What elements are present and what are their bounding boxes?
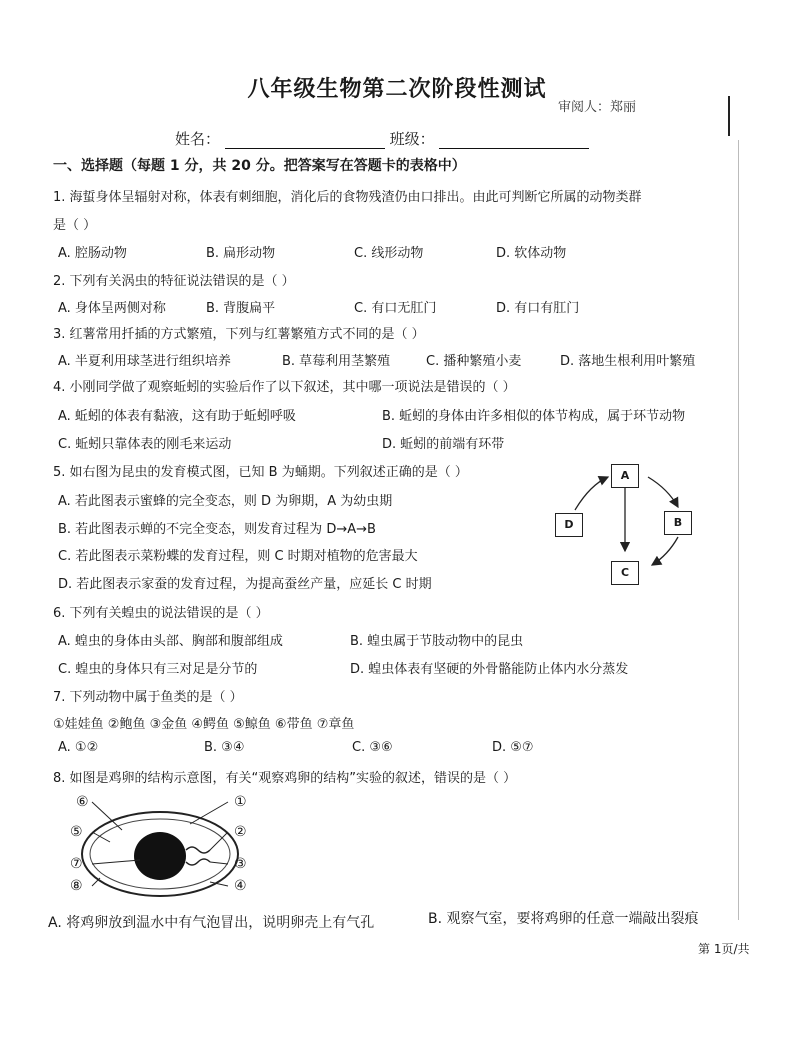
egg-label-4: ④ xyxy=(234,878,247,894)
page-title: 八年级生物第二次阶段性测试 xyxy=(247,77,547,102)
egg-label-5: ⑤ xyxy=(70,824,83,840)
name-label: 姓名： xyxy=(175,130,221,148)
egg-label-7: ⑦ xyxy=(70,856,83,872)
question-5-stem: 5. 如右图为昆虫的发育模式图，已知 B 为蛹期。下列叙述正确的是（ ） xyxy=(53,465,468,480)
q6-option-b: B. 蝗虫属于节肢动物中的昆虫 xyxy=(350,634,524,649)
q7-option-b: B. ③④ xyxy=(204,740,245,755)
section-heading: 一、选择题（每题 1 分，共 20 分。把答案写在答题卡的表格中） xyxy=(53,158,466,174)
q6-option-a: A. 蝗虫的身体由头部、胸部和腹部组成 xyxy=(58,634,283,649)
name-blank[interactable] xyxy=(225,132,385,149)
q5-option-d: D. 若此图表示家蚕的发育过程，为提高蚕丝产量，应延长 C 时期 xyxy=(58,577,432,592)
question-1-stem: 1. 海蜇身体呈辐射对称，体表有刺细胞，消化后的食物残渣仍由口排出。由此可判断它所属的动物类群 xyxy=(53,190,642,205)
q8-option-b: B. 观察气室，要将鸡卵的任意一端敲出裂痕 xyxy=(428,911,699,927)
q3-option-c: C. 播种繁殖小麦 xyxy=(426,354,522,369)
class-label: 班级： xyxy=(389,130,435,148)
q7-option-a: A. ①② xyxy=(58,740,99,755)
stage-c-box: C xyxy=(611,561,639,585)
q1-option-d: D. 软体动物 xyxy=(496,246,567,261)
stage-d-box: D xyxy=(555,513,583,537)
q7-option-c: C. ③⑥ xyxy=(352,740,393,755)
page-edge-line xyxy=(738,140,739,920)
q3-option-a: A. 半夏利用球茎进行组织培养 xyxy=(58,354,231,369)
q8-option-a: A. 将鸡卵放到温水中有气泡冒出，说明卵壳上有气孔 xyxy=(48,915,375,931)
stage-a-box: A xyxy=(611,464,639,488)
q6-option-c: C. 蝗虫的身体只有三对足是分节的 xyxy=(58,662,258,677)
egg-label-2: ② xyxy=(234,824,247,840)
q5-option-c: C. 若此图表示菜粉蝶的发育过程，则 C 时期对植物的危害最大 xyxy=(58,549,418,564)
egg-label-3: ③ xyxy=(234,856,247,872)
question-8-stem: 8. 如图是鸡卵的结构示意图，有关“观察鸡卵的结构”实验的叙述，错误的是（ ） xyxy=(53,771,517,786)
egg-label-8: ⑧ xyxy=(70,878,83,894)
stage-b-box: B xyxy=(664,511,692,535)
reviewer-label: 审阅人：郑丽 xyxy=(558,100,637,115)
class-blank[interactable] xyxy=(439,132,589,149)
q4-option-b: B. 蚯蚓的身体由许多相似的体节构成，属于环节动物 xyxy=(382,409,686,424)
question-6-stem: 6. 下列有关蝗虫的说法错误的是（ ） xyxy=(53,606,269,621)
question-7-stem: 7. 下列动物中属于鱼类的是（ ） xyxy=(53,690,243,705)
egg-label-6: ⑥ xyxy=(76,794,89,810)
egg-structure-diagram xyxy=(60,790,260,902)
q6-option-d: D. 蝗虫体表有坚硬的外骨骼能防止体内水分蒸发 xyxy=(350,662,629,677)
q3-option-d: D. 落地生根利用叶繁殖 xyxy=(560,354,696,369)
q2-option-c: C. 有口无肛门 xyxy=(354,301,437,316)
q7-option-d: D. ⑤⑦ xyxy=(492,740,534,755)
question-3-stem: 3. 红薯常用扦插的方式繁殖，下列与红薯繁殖方式不同的是（ ） xyxy=(53,327,425,342)
margin-line xyxy=(728,96,730,136)
egg-label-1: ① xyxy=(234,794,247,810)
q4-option-a: A. 蚯蚓的体表有黏液，这有助于蚯蚓呼吸 xyxy=(58,409,296,424)
q1-option-a: A. 腔肠动物 xyxy=(58,246,127,261)
q1-option-b: B. 扁形动物 xyxy=(206,246,276,261)
q2-option-a: A. 身体呈两侧对称 xyxy=(58,301,166,316)
question-7-list: ①娃娃鱼 ②鲍鱼 ③金鱼 ④鳄鱼 ⑤鲸鱼 ⑥带鱼 ⑦章鱼 xyxy=(53,717,355,732)
q4-option-d: D. 蚯蚓的前端有环带 xyxy=(382,437,505,452)
student-info-row xyxy=(175,128,589,149)
q5-option-b: B. 若此图表示蝉的不完全变态，则发育过程为 D→A→B xyxy=(58,522,376,537)
q2-option-d: D. 有口有肛门 xyxy=(496,301,580,316)
q1-option-c: C. 线形动物 xyxy=(354,246,424,261)
q3-option-b: B. 草莓利用茎繁殖 xyxy=(282,354,391,369)
question-2-stem: 2. 下列有关涡虫的特征说法错误的是（ ） xyxy=(53,274,295,289)
q4-option-c: C. 蚯蚓只靠体表的刚毛来运动 xyxy=(58,437,232,452)
q2-option-b: B. 背腹扁平 xyxy=(206,301,276,316)
question-1-stem-cont: 是（ ） xyxy=(53,218,97,233)
q5-option-a: A. 若此图表示蜜蜂的完全变态，则 D 为卵期，A 为幼虫期 xyxy=(58,494,393,509)
question-4-stem: 4. 小刚同学做了观察蚯蚓的实验后作了以下叙述，其中哪一项说法是错误的（ ） xyxy=(53,380,516,395)
page-footer: 第 1页/共 xyxy=(698,942,750,956)
